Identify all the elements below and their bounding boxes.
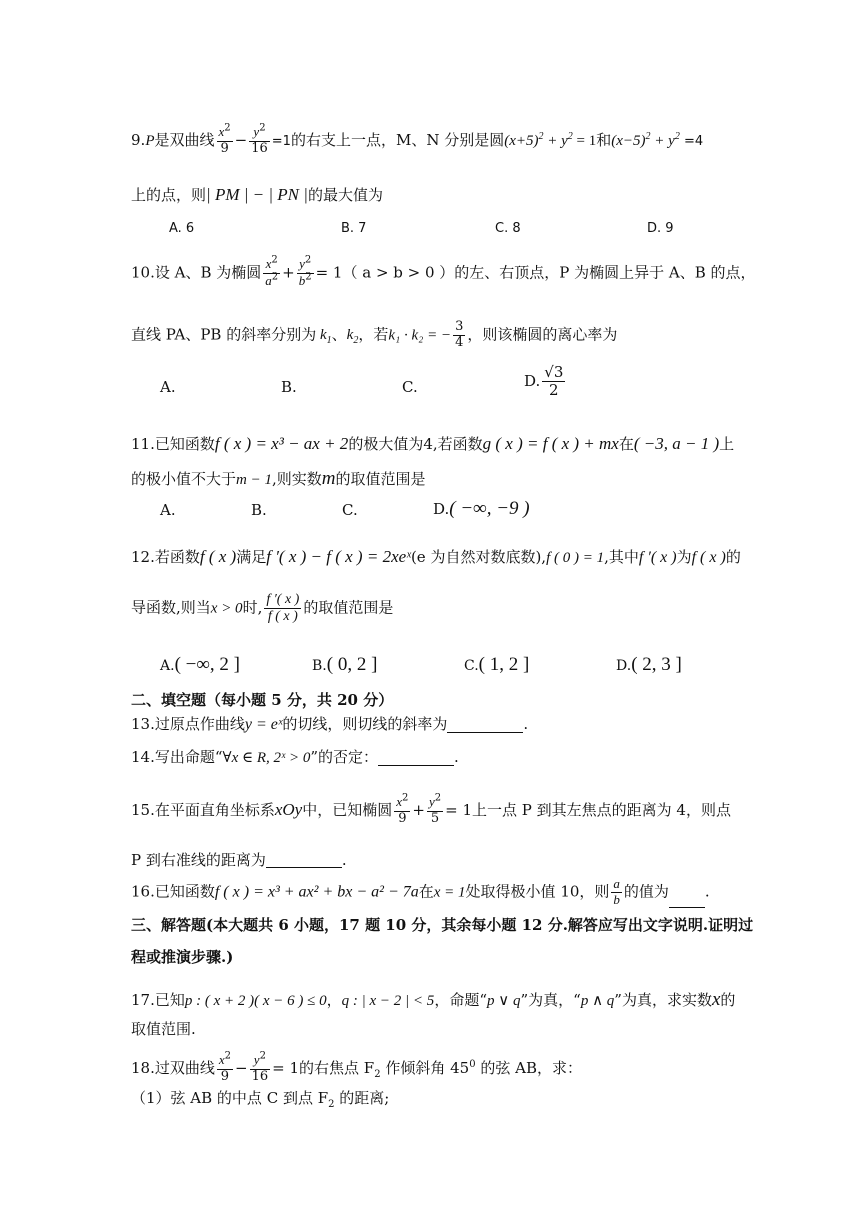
q14-line: 14.写出命题“∀x ∈ R, 2ˣ > 0”的否定： . — [131, 748, 459, 766]
q12-fraction: $\frac{f '( x )}{f ( x )}$ — [266, 592, 300, 625]
q10-fraction-y: $\frac{y^2}{b^2}$ — [298, 254, 312, 288]
q13-answer-blank[interactable] — [447, 717, 523, 733]
q16-at: x = 1 — [433, 884, 466, 901]
q11-line1: 11.已知函数f ( x ) = x³ − ax + 2的极大值为4,若函数g ( x ) = f ( x ) + mx在( −3, a − 1 )上 — [131, 434, 735, 453]
q9-option-b: B. 7 — [341, 221, 367, 236]
q11-m-minus-1: m − 1 — [236, 472, 272, 488]
q10-option-d: D. $\frac{√3}{2}$ — [524, 363, 564, 400]
q11-option-a: A. — [160, 501, 176, 519]
q12-initial: f ( 0 ) = 1 — [546, 550, 605, 566]
q9-option-d: D. 9 — [647, 221, 674, 236]
q12-option-b: B.( 0, 2 ] — [312, 654, 378, 675]
q12-option-a: A.( −∞, 2 ] — [160, 654, 240, 675]
q13-line: 13.过原点作曲线y = eˣ的切线，则切线的斜率为 . — [131, 715, 529, 733]
q10-product: k₁ · k₂ = − — [388, 327, 452, 344]
q11-g-def: g ( x ) = f ( x ) + mx — [482, 434, 619, 453]
q11-line2: 的极小值不大于m − 1,则实数m的取值范围是 — [131, 468, 426, 489]
q10-option-b: B. — [281, 378, 297, 396]
q10-option-c: C. — [402, 378, 418, 396]
q15-line1: 15.在平面直角坐标系xOy中，已知椭圆 $\frac{x^2}{9}$ + $\frac{y^2}{5}$ = 1上一点 P 到其左焦点的距离为 4，则点 — [131, 792, 731, 826]
q16-f-def: f ( x ) = x³ + ax² + bx − a² − 7a — [214, 883, 419, 901]
q9-circle-2: $(x-5)^2 + y^2$ — [611, 130, 680, 149]
q16-fraction-a-b: $\frac{a}{b}$ — [613, 876, 620, 907]
q12-line1: 12.若函数f ( x )满足f ′( x ) − f ( x ) = 2xeˣ(e 为自然对数底数),f ( 0 ) = 1,其中f ′( x )为f ( x )的 — [131, 547, 741, 566]
q10-option-a: A. — [160, 378, 176, 396]
q11-m: m — [321, 468, 336, 489]
q17-line1: 17.已知p : ( x + 2 )( x − 6 ) ≤ 0，q : | x − 2 | < 5，命题“p ∨ q”为真，“p ∧ q”为真，求实数x的 — [131, 989, 736, 1010]
q12-option-d: D.( 2, 3 ] — [616, 654, 682, 675]
q11-option-b: B. — [251, 501, 267, 519]
q11-option-d: D.( −∞, −9 ) — [433, 498, 530, 519]
q10-k1: $k_1$ — [319, 327, 332, 347]
q18-line1: 18.过双曲线 $\frac{x^2}{9}$ − $\frac{y^2}{16}$ = 1的右焦点 $F_2$ 作倾斜角 $45^0$ 的弦 AB，求： — [131, 1050, 582, 1084]
q18-fraction-y: $\frac{y^2}{16}$ — [251, 1050, 269, 1084]
q15-fraction-x: $\frac{x^2}{9}$ — [396, 792, 409, 826]
q9-fraction-x: $\frac{x^2}{9}$ — [218, 122, 231, 156]
section-2-heading: 二、填空题（每小题 5 分，共 20 分） — [131, 691, 394, 709]
q17-p: p : ( x + 2 )( x − 6 ) ≤ 0 — [184, 993, 327, 1009]
q10-line2: 直线 PA、PB 的斜率分别为 $k_1$、$k_2$，若k₁ · k₂ = − $\frac{3}{4}$ ，则该椭圆的离心率为 — [131, 319, 618, 350]
q10-line1: 10.设 A、B 为椭圆 $\frac{x^2}{a^2}$ + $\frac{y^2}{b^2}$ = 1（ a > b > 0 ）的左、右顶点，P 为椭圆上异于 A、B 的点， — [131, 254, 756, 288]
q14-prop: ∀x ∈ R, 2ˣ > 0 — [222, 750, 311, 766]
q9-line1: 9.P是双曲线 $\frac{x^2}{9}$ − $\frac{y^2}{16}$ =1的右支上一点，M、N 分别是圆$(x+5)^2 + y^2 = 1$和$(x-5)^2 + y^2 =4$ — [131, 122, 704, 156]
q12-option-c: C.( 1, 2 ] — [464, 654, 530, 675]
q16-line: 16.已知函数f ( x ) = x³ + ax² + bx − a² − 7a在x = 1处取得极小值 10，则 $\frac{a}{b}$ 的值为 . — [131, 876, 710, 907]
q12-equation: f ′( x ) − f ( x ) = 2xeˣ — [266, 547, 411, 566]
q10-option-d-value: $\frac{√3}{2}$ — [544, 363, 564, 400]
q15-answer-blank[interactable] — [266, 852, 342, 868]
q9-option-c: C. 8 — [495, 221, 521, 236]
section-3-heading-line1: 三、解答题(本大题共 6 小题，17 题 10 分，其余每小题 12 分.解答应写出文字说明.证明过 — [131, 916, 754, 934]
q15-fraction-y: $\frac{y^2}{5}$ — [428, 792, 442, 826]
q13-curve: y = eˣ — [244, 716, 283, 733]
q18-fraction-x: $\frac{x^2}{9}$ — [218, 1050, 232, 1084]
q12-cond: x > 0 — [210, 600, 243, 617]
q11-interval: ( −3, a − 1 ) — [633, 434, 720, 453]
q11-option-d-value: ( −∞, −9 ) — [449, 498, 530, 519]
q9-circle-1: $(x+5)^2 + y^2 = 1$ — [504, 130, 597, 149]
q11-option-c: C. — [342, 501, 358, 519]
q9-number: 9. — [131, 130, 146, 149]
q9-line2: 上的点，则| PM | − | PN |的最大值为 — [131, 185, 383, 204]
q18-line2: （1）弦 AB 的中点 C 到点 $F_2$ 的距离; — [131, 1089, 390, 1110]
section-3-heading-line2: 程或推演步骤.) — [131, 948, 234, 966]
q9-fraction-y: $\frac{y^2}{16}$ — [251, 122, 268, 156]
q10-fraction-x: $\frac{x^2}{a^2}$ — [265, 254, 279, 288]
q17-q: q : | x − 2 | < 5 — [341, 993, 435, 1009]
q9-point-p: P — [145, 132, 155, 149]
q17-line2: 取值范围. — [131, 1020, 196, 1038]
q11-f-def: f ( x ) = x³ − ax + 2 — [214, 434, 349, 453]
q16-answer-blank[interactable] — [669, 892, 705, 908]
q10-k2: $k_2$ — [346, 327, 359, 347]
q15-line2: P 到右准线的距离为 . — [131, 851, 347, 869]
q9-text: 是双曲线 — [154, 130, 215, 149]
q10-fraction-3-4: $\frac{3}{4}$ — [455, 319, 464, 350]
q9-option-a: A. 6 — [169, 221, 195, 236]
q12-line2: 导函数,则当x > 0时, $\frac{f '( x )}{f ( x )}$ 的取值范围是 — [131, 592, 394, 625]
q9-abs-expr: | PM | − | PN | — [206, 185, 308, 204]
q14-answer-blank[interactable] — [378, 750, 454, 766]
